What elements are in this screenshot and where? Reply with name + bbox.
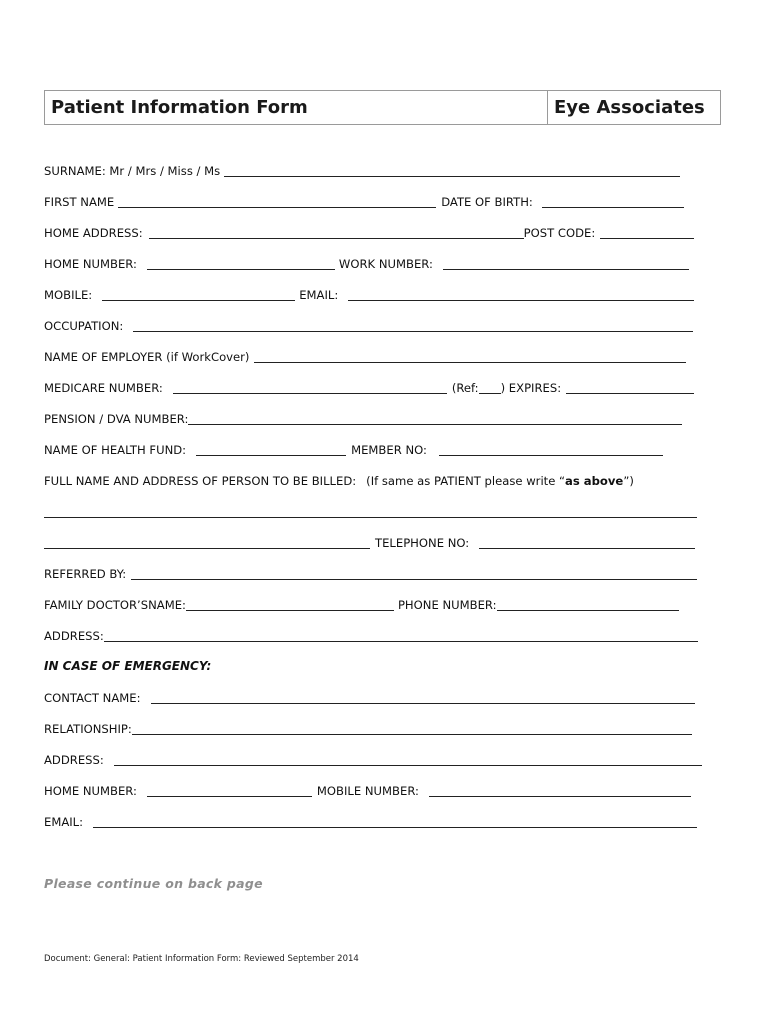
doctor-address-label: ADDRESS: (44, 629, 104, 643)
emergency-address-row (44, 751, 702, 767)
emergency-home-number-field[interactable] (147, 784, 312, 797)
ref-label: (Ref: (451, 381, 479, 395)
surname-row (44, 162, 680, 178)
family-doctor-label: FAMILY DOCTOR’SNAME: (44, 598, 186, 612)
contact-name-field[interactable] (151, 691, 695, 704)
emergency-home-number-label: HOME NUMBER: (44, 784, 137, 798)
employer-label: NAME OF EMPLOYER (if WorkCover) (44, 350, 250, 364)
billed-label: FULL NAME AND ADDRESS OF PERSON TO BE BILLED: (44, 474, 357, 488)
telephone-row (44, 534, 695, 550)
occupation-field[interactable] (133, 319, 693, 332)
employer-row (44, 348, 686, 364)
home-number-row (44, 255, 689, 271)
work-number-field[interactable] (443, 257, 689, 270)
mobile-label: MOBILE: (44, 288, 93, 302)
billed-line-row (44, 503, 697, 519)
telephone-field[interactable] (479, 536, 695, 549)
billed-address-field-2[interactable] (44, 536, 370, 549)
dob-field[interactable] (542, 195, 684, 208)
home-number-label: HOME NUMBER: (44, 257, 137, 271)
referred-by-label: REFERRED BY: (44, 567, 127, 581)
surname-field[interactable] (224, 164, 680, 177)
telephone-label: TELEPHONE NO: (375, 536, 470, 550)
medicare-row (44, 379, 694, 395)
doctor-address-field[interactable] (104, 629, 698, 642)
doctor-address-row (44, 627, 698, 643)
mobile-field[interactable] (102, 288, 295, 301)
emergency-phone-row (44, 782, 691, 798)
form-header (44, 90, 721, 125)
emergency-email-field[interactable] (93, 815, 697, 828)
referred-by-row (44, 565, 697, 581)
document-footer: Document: General: Patient Information Form: Reviewed September 2014 (44, 954, 359, 964)
emergency-mobile-field[interactable] (429, 784, 691, 797)
first-name-label: FIRST NAME (44, 195, 115, 209)
pension-row (44, 410, 682, 426)
email-label: EMAIL: (299, 288, 339, 302)
billed-address-field[interactable] (44, 505, 697, 518)
pension-label: PENSION / DVA NUMBER: (44, 412, 189, 426)
contact-name-label: CONTACT NAME: (44, 691, 141, 705)
employer-field[interactable] (254, 350, 686, 363)
billed-note-post: ”) (623, 474, 634, 488)
health-fund-row (44, 441, 663, 457)
relationship-row (44, 720, 692, 736)
work-number-label: WORK NUMBER: (338, 257, 433, 271)
emergency-heading: IN CASE OF EMERGENCY: (44, 659, 212, 673)
surname-label: SURNAME: Mr / Mrs / Miss / Ms (44, 164, 221, 178)
relationship-field[interactable] (132, 722, 692, 735)
pension-field[interactable] (188, 412, 682, 425)
home-number-field[interactable] (147, 257, 335, 270)
email-field[interactable] (348, 288, 694, 301)
emergency-mobile-label: MOBILE NUMBER: (316, 784, 419, 798)
referred-by-field[interactable] (131, 567, 697, 580)
ref-field[interactable] (479, 381, 501, 394)
first-name-row (44, 193, 684, 209)
member-no-field[interactable] (439, 443, 663, 456)
relationship-label: RELATIONSHIP: (44, 722, 132, 736)
home-address-label: HOME ADDRESS: (44, 226, 143, 240)
family-doctor-row (44, 596, 679, 612)
post-code-label: POST CODE: (523, 226, 596, 240)
medicare-label: MEDICARE NUMBER: (44, 381, 163, 395)
occupation-row (44, 317, 693, 333)
emergency-email-label: EMAIL: (44, 815, 84, 829)
health-fund-label: NAME OF HEALTH FUND: (44, 443, 187, 457)
post-code-field[interactable] (600, 226, 694, 239)
expires-label: ) EXPIRES: (500, 381, 562, 395)
billed-row (44, 472, 634, 488)
family-doctor-field[interactable] (186, 598, 394, 611)
expires-field[interactable] (566, 381, 694, 394)
occupation-label: OCCUPATION: (44, 319, 124, 333)
contact-name-row (44, 689, 695, 705)
emergency-email-row (44, 813, 697, 829)
billed-note-pre: (If same as PATIENT please write “ (366, 474, 566, 488)
mobile-row (44, 286, 694, 302)
home-address-row (44, 224, 694, 240)
phone-number-label: PHONE NUMBER: (397, 598, 497, 612)
first-name-field[interactable] (118, 195, 436, 208)
phone-number-field[interactable] (497, 598, 679, 611)
billed-note-bold: as above (565, 474, 624, 488)
member-no-label: MEMBER NO: (351, 443, 427, 457)
dob-label: DATE OF BIRTH: (441, 195, 533, 209)
form-title: Patient Information Form (45, 91, 548, 124)
home-address-field[interactable] (149, 226, 524, 239)
health-fund-field[interactable] (196, 443, 346, 456)
practice-name: Eye Associates (554, 97, 705, 118)
emergency-address-field[interactable] (114, 753, 702, 766)
medicare-field[interactable] (173, 381, 447, 394)
emergency-address-label: ADDRESS: (44, 753, 104, 767)
continue-note: Please continue on back page (44, 876, 263, 891)
